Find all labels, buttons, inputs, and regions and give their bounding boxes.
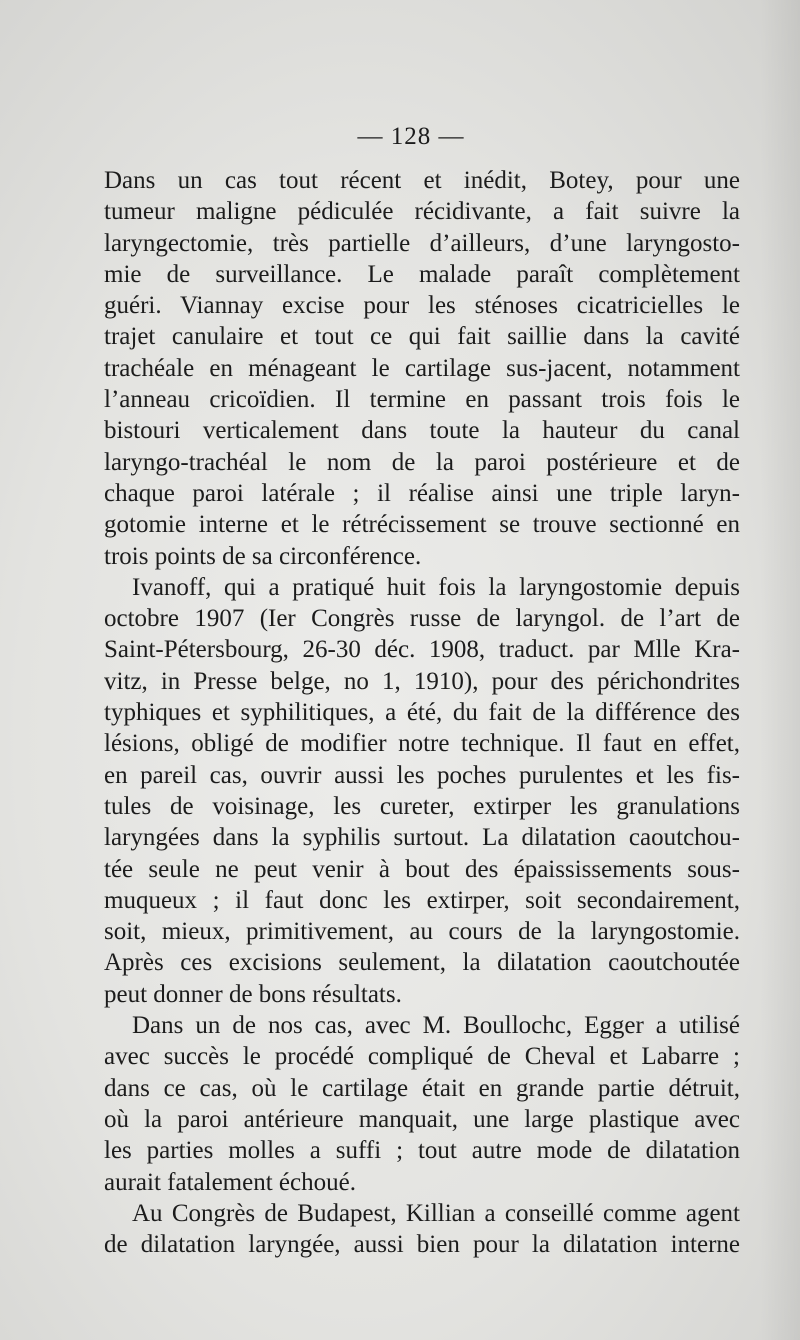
text-line: tumeur maligne pédiculée récidivante, a fait suivre la bbox=[104, 198, 740, 226]
text-line: laryngo-trachéal le nom de la paroi postérieure et de bbox=[104, 448, 740, 476]
text-line: bistouri verticalement dans toute la hauteur du canal bbox=[104, 417, 740, 445]
text-line: dans ce cas, où le cartilage était en grande partie détruit, bbox=[104, 1074, 740, 1102]
text-line: les parties molles a suffi ; tout autre mode de dilatation bbox=[104, 1137, 740, 1165]
text-line: en pareil cas, ouvrir aussi les poches purulentes et les fis- bbox=[104, 761, 740, 789]
text-line: octobre 1907 (Ier Congrès russe de laryngol. de l’art de bbox=[104, 605, 740, 633]
text-line: tules de voisinage, les cureter, extirper les granulations bbox=[104, 792, 740, 820]
text-line: lésions, obligé de modifier notre technique. Il faut en effet, bbox=[104, 730, 740, 758]
text-line: Dans un de nos cas, avec M. Boullochc, Egger a utilisé bbox=[132, 1012, 740, 1040]
text-line: trachéale en ménageant le cartilage sus-jacent, notamment bbox=[104, 354, 740, 382]
text-line: peut donner de bons résultats. bbox=[104, 980, 402, 1008]
page-edge-shading bbox=[760, 0, 800, 1340]
body-text bbox=[104, 165, 740, 1260]
text-line: soit, mieux, primitivement, au cours de la laryngostomie. bbox=[104, 918, 740, 946]
text-line: Ivanoff, qui a pratiqué huit fois la laryngostomie depuis bbox=[132, 573, 740, 601]
text-line: laryngectomie, très partielle d’ailleurs, d’une laryngosto- bbox=[104, 229, 740, 257]
text-line: aurait fatalement échoué. bbox=[104, 1168, 356, 1196]
text-line: vitz, in Presse belge, no 1, 1910), pour des périchondrites bbox=[104, 667, 740, 695]
text-line: l’anneau cricoïdien. Il termine en passant trois fois le bbox=[104, 386, 740, 414]
text-line: trois points de sa circonférence. bbox=[104, 542, 422, 570]
text-line: gotomie interne et le rétrécissement se trouve sectionné en bbox=[104, 511, 740, 539]
text-line: avec succès le procédé compliqué de Cheval et Labarre ; bbox=[104, 1043, 740, 1071]
text-line: Saint-Pétersbourg, 26-30 déc. 1908, traduct. par Mlle Kra- bbox=[104, 636, 740, 664]
text-line: tée seule ne peut venir à bout des épaississements sous- bbox=[104, 855, 740, 883]
text-line: muqueux ; il faut donc les extirper, soit secondairement, bbox=[104, 886, 740, 914]
text-line: trajet canulaire et tout ce qui fait saillie dans la cavité bbox=[104, 323, 740, 351]
text-line: Dans un cas tout récent et inédit, Botey, pour une bbox=[104, 167, 740, 194]
text-line: mie de surveillance. Le malade paraît complètement bbox=[104, 260, 740, 288]
text-line: de dilatation laryngée, aussi bien pour la dilatation interne bbox=[104, 1231, 740, 1259]
text-line: Au Congrès de Budapest, Killian a conseillé comme agent bbox=[132, 1199, 740, 1227]
text-line: où la paroi antérieure manquait, une large plastique avec bbox=[104, 1105, 740, 1133]
text-line: guéri. Viannay excise pour les sténoses cicatricielles le bbox=[104, 292, 740, 320]
text-line: chaque paroi latérale ; il réalise ainsi une triple laryn- bbox=[104, 479, 740, 507]
text-line: Après ces excisions seulement, la dilatation caoutchoutée bbox=[104, 949, 740, 977]
text-line: typhiques et syphilitiques, a été, du fait de la différence des bbox=[104, 699, 740, 727]
text-line: laryngées dans la syphilis surtout. La dilatation caoutchou- bbox=[104, 824, 740, 852]
page-number: — 128 — bbox=[357, 123, 465, 150]
